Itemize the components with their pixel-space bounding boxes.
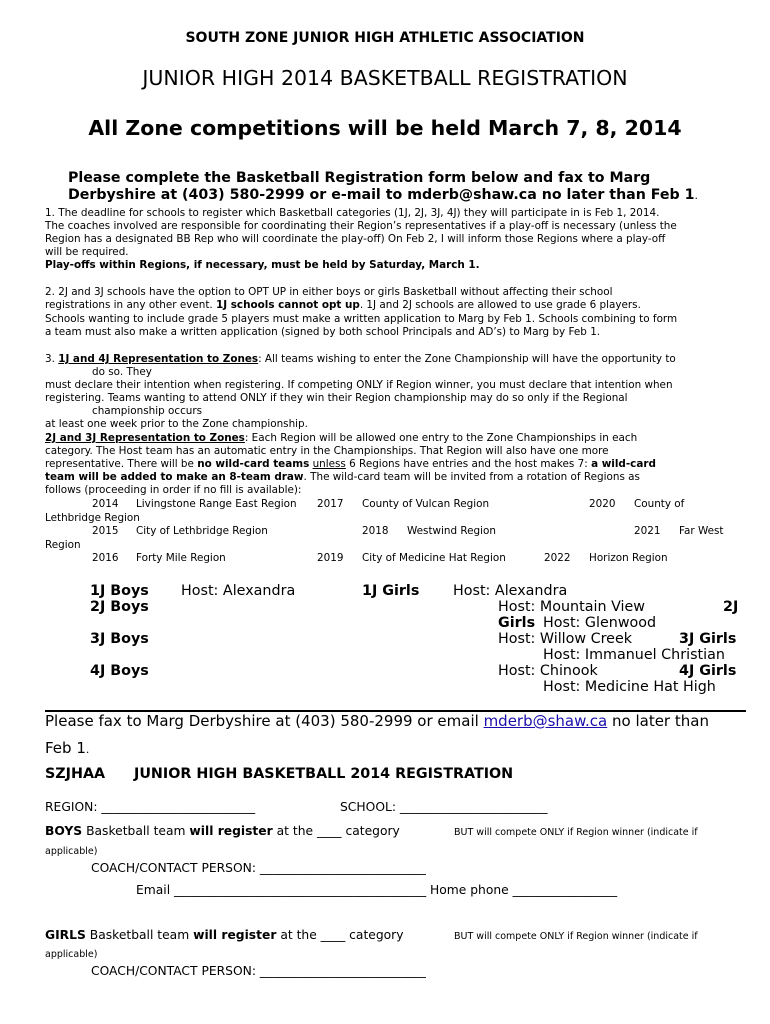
fax-text-suffix: no later than	[607, 712, 709, 730]
p1-line-4: will be required.	[45, 246, 129, 258]
host-2j-girls: Host: Glenwood	[543, 615, 657, 631]
host-1j-boys: Host: Alexandra	[181, 583, 296, 599]
boys-text: Basketball team	[82, 824, 190, 838]
category-4j-girls: 4J Girls	[679, 663, 737, 679]
rotation-year: 2016	[92, 552, 119, 564]
girls-registration-line	[45, 928, 404, 942]
boys-category-field[interactable]: at the ____ category	[272, 824, 400, 838]
p3-line-8: category. The Host team has an automatic entry in the Championships. That Region will also have one more	[45, 445, 609, 457]
rotation-region: Lethbridge Region	[45, 512, 140, 524]
form-abbr: SZJHAA	[45, 766, 106, 782]
p3-text-7: : Each Region will be allowed one entry to the Zone Championships in each	[244, 432, 638, 444]
p1-line-2: The coaches involved are responsible for coordinating their Region’s representatives if a play-off is necessary (unless the	[45, 220, 677, 232]
p2-line-4: a team must also make a written application (signed by both school Principals and AD’s) to Marg by Feb 1.	[45, 326, 601, 338]
rotation-year: 2019	[317, 552, 344, 564]
boys-coach-field[interactable]: COACH/CONTACT PERSON: ___________________________	[91, 861, 426, 875]
fax-deadline	[45, 739, 89, 757]
p3-line-6: at least one week prior to the Zone championship.	[45, 418, 308, 430]
p3-no-wildcard: no wild-card teams	[197, 458, 310, 470]
document-title: JUNIOR HIGH 2014 BASKETBALL REGISTRATION	[142, 66, 628, 90]
p2-opt-up-rule: 1J schools cannot opt up	[216, 299, 360, 311]
category-3j-girls: 3J Girls	[679, 631, 737, 647]
p2-line-3: Schools wanting to include grade 5 players must make a written application to Marg by Feb 1. Schools combining to form	[45, 313, 678, 325]
rotation-year: 2017	[317, 498, 344, 510]
p3-line-10	[45, 471, 640, 483]
form-title: JUNIOR HIGH BASKETBALL 2014 REGISTRATION	[134, 766, 514, 782]
association-name: SOUTH ZONE JUNIOR HIGH ATHLETIC ASSOCIATION	[185, 30, 585, 46]
p3-text-1: : All teams wishing to enter the Zone Championship will have the opportunity to	[258, 353, 676, 365]
rotation-year: 2021	[634, 525, 661, 537]
region-field[interactable]	[45, 800, 255, 814]
p3-line-11: follows (proceeding in order if no fill is available):	[45, 484, 302, 496]
p1-line-1: 1. The deadline for schools to register which Basketball categories (1J, 2J, 3J, 4J) they will participate in is Feb 1, 2014.	[45, 207, 660, 219]
p3-line-4: registering. Teams wanting to attend ONLY if they win their Region championship may do so only if the Regional	[45, 392, 628, 404]
fax-deadline-period: .	[85, 743, 90, 756]
p3-text-10b: . The wild-card team will be invited from a rotation of Regions as	[303, 471, 640, 483]
p3-wildcard: a wild-card	[591, 458, 656, 470]
girls-applicable: applicable)	[45, 949, 98, 960]
rotation-year: 2022	[544, 552, 571, 564]
region-blank: ___	[236, 800, 256, 814]
category-2j-girls-a: 2J	[723, 599, 739, 615]
host-2j-boys: Host: Mountain View	[498, 599, 645, 615]
fax-deadline-date: Feb 1	[45, 739, 86, 757]
rotation-region: County of Vulcan Region	[362, 498, 490, 510]
category-2j-girls-b: Girls	[498, 615, 536, 631]
instruction-line-2	[68, 187, 698, 203]
school-field[interactable]: SCHOOL: ________________________	[340, 800, 548, 814]
host-3j-girls: Host: Immanuel Christian	[543, 647, 725, 663]
p2-line-2	[45, 299, 641, 311]
p3-number: 3.	[45, 353, 59, 365]
p1-line-3: Region has a designated BB Rep who will coordinate the play-off) On Feb 2, I will inform those Regions where a play-off	[45, 233, 666, 245]
rotation-year: 2014	[92, 498, 119, 510]
girls-will-register: will register	[193, 928, 277, 942]
boys-applicable: applicable)	[45, 846, 98, 857]
rotation-year: 2020	[589, 498, 616, 510]
p2-text-c: . 1J and 2J schools are allowed to use grade 6 players.	[359, 299, 641, 311]
p3-eight-team-draw: team will be added to make an 8-team draw	[45, 471, 304, 483]
category-4j-boys: 4J Boys	[90, 663, 149, 679]
girls-label: GIRLS	[45, 928, 86, 942]
rotation-region: Far West	[679, 525, 724, 537]
girls-text: Basketball team	[85, 928, 194, 942]
category-2j-boys: 2J Boys	[90, 599, 149, 615]
rotation-region: Region	[45, 539, 81, 551]
p3-line-1	[45, 353, 676, 365]
p3-heading-2j-3j: 2J and 3J Representation to Zones	[45, 432, 245, 444]
rotation-region: County of	[634, 498, 685, 510]
category-3j-boys: 3J Boys	[90, 631, 149, 647]
rotation-region: City of Medicine Hat Region	[362, 552, 506, 564]
rotation-region: Livingstone Range East Region	[136, 498, 297, 510]
rotation-region: City of Lethbridge Region	[136, 525, 268, 537]
rotation-region: Forty Mile Region	[136, 552, 226, 564]
instruction-text: Derbyshire at (403) 580-2999 or e-mail to mderb@shaw.ca no later than Feb 1	[68, 187, 695, 203]
p2-text-a: registrations in any other event.	[45, 299, 217, 311]
email-link[interactable]: mderb@shaw.ca	[483, 712, 608, 730]
p3-heading-1j-4j: 1J and 4J Representation to Zones	[58, 353, 259, 365]
girls-region-winner-note: BUT will compete ONLY if Region winner (indicate if	[454, 931, 698, 942]
rotation-year: 2018	[362, 525, 389, 537]
host-1j-girls: Host: Alexandra	[453, 583, 568, 599]
p1-playoff-deadline: Play-offs within Regions, if necessary, must be held by Saturday, March 1.	[45, 259, 480, 271]
p3-line-3: must declare their intention when registering. If competing ONLY if Region winner, you must declare that intention when	[45, 379, 673, 391]
rotation-year: 2015	[92, 525, 119, 537]
boys-will-register: will register	[189, 824, 273, 838]
p2-line-1: 2. 2J and 3J schools have the option to OPT UP in either boys or girls Basketball without affecting their school	[45, 286, 613, 298]
category-1j-boys: 1J Boys	[90, 583, 149, 599]
fax-instruction	[45, 712, 709, 730]
boys-region-winner-note: BUT will compete ONLY if Region winner (indicate if	[454, 827, 698, 838]
p3-text-9e: 6 Regions have entries and the host makes 7:	[345, 458, 592, 470]
girls-category-field[interactable]: at the ____ category	[276, 928, 404, 942]
boys-label: BOYS	[45, 824, 83, 838]
instruction-line-1: Please complete the Basketball Registration form below and fax to Marg	[68, 170, 651, 186]
p3-line-7	[45, 432, 637, 444]
p3-line-5: championship occurs	[92, 405, 203, 417]
rotation-region: Horizon Region	[589, 552, 668, 564]
category-1j-girls: 1J Girls	[362, 583, 420, 599]
region-label: REGION: ______________________	[45, 800, 237, 814]
host-3j-boys: Host: Willow Creek	[498, 631, 633, 647]
host-4j-girls: Host: Medicine Hat High	[543, 679, 716, 695]
p3-text-9a: representative. There will be	[45, 458, 198, 470]
p3-line-9	[45, 458, 656, 470]
boys-email-phone-field[interactable]: Email _________________________________________ Home phone _________________	[136, 883, 618, 897]
rotation-region: Westwind Region	[407, 525, 496, 537]
boys-registration-line	[45, 824, 400, 838]
host-4j-boys: Host: Chinook	[498, 663, 598, 679]
p3-unless: unless	[312, 458, 346, 470]
fax-text: Please fax to Marg Derbyshire at (403) 580-2999 or email	[45, 712, 484, 730]
p3-line-2: do so. They	[92, 366, 152, 378]
instruction-period: .	[694, 189, 698, 202]
competition-dates-headline: All Zone competitions will be held March 7, 8, 2014	[88, 116, 682, 140]
girls-coach-field[interactable]: COACH/CONTACT PERSON: ___________________________	[91, 964, 426, 978]
